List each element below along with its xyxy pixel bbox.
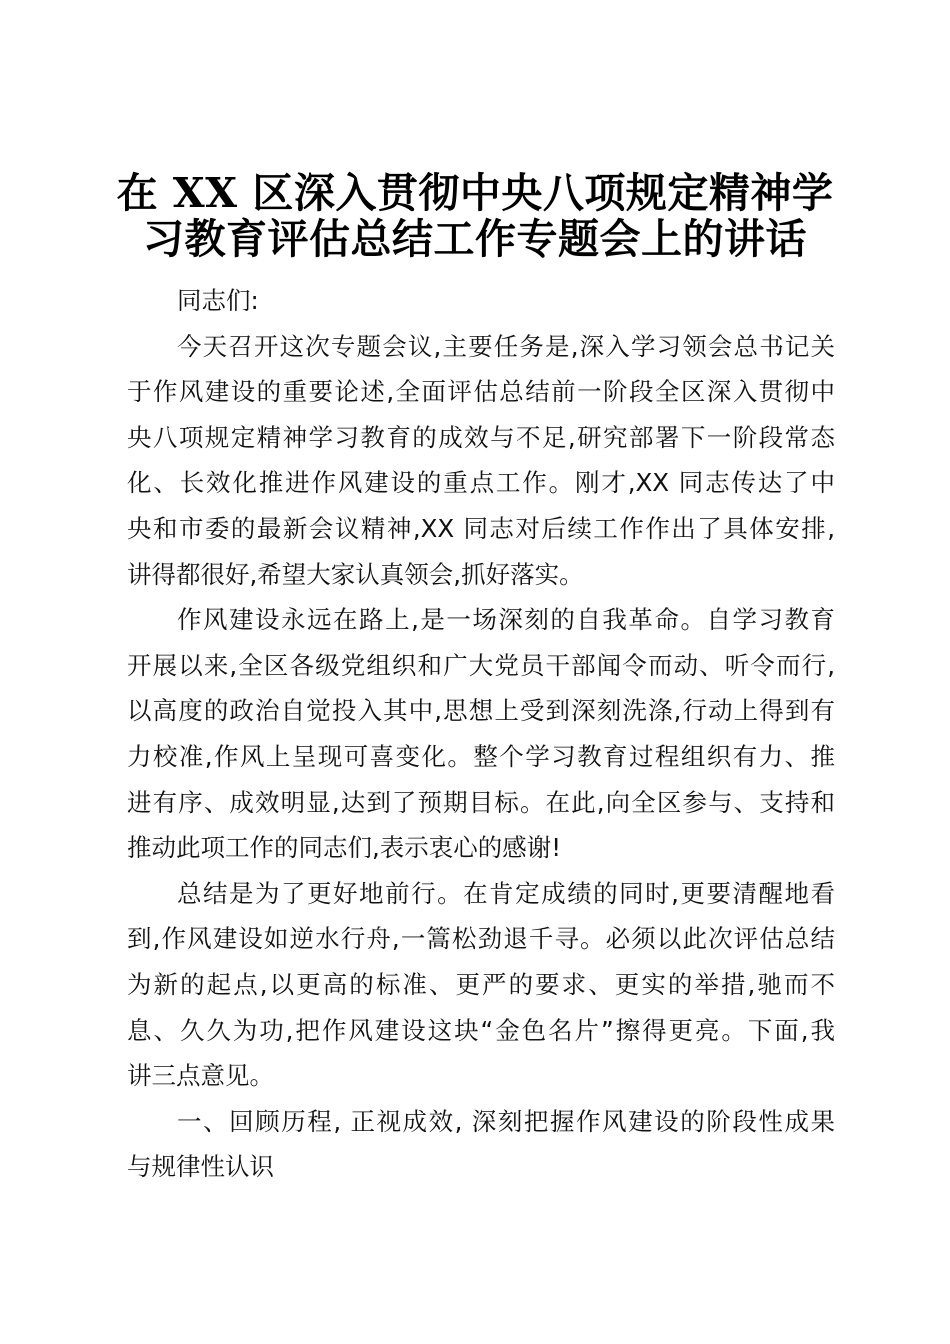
paragraph-line: 讲三点意见。: [127, 1061, 274, 1091]
paragraph-line: 总结是为了更好地前行。在肯定成绩的同时,更要清醒地看: [177, 878, 835, 908]
paragraph: [127, 597, 835, 871]
section-heading-line: 与规律性认识: [127, 1152, 274, 1182]
section-heading-line: 一、回顾历程, 正视成效, 深刻把握作风建设的阶段性成果: [177, 1106, 835, 1136]
paragraph-line: 为新的起点,以更高的标准、更严的要求、更实的举措,驰而不: [127, 969, 835, 999]
paragraph-line: 进有序、成效明显,达到了预期目标。在此,向全区参与、支持和: [127, 787, 835, 817]
paragraph-line: 今天召开这次专题会议,主要任务是,深入学习领会总书记关: [177, 331, 835, 361]
document-title: [100, 168, 850, 263]
paragraph: [127, 324, 835, 598]
paragraph-line: 以高度的政治自觉投入其中,思想上受到深刻洗涤,行动上得到有: [127, 696, 835, 726]
paragraph-line: 到,作风建设如逆水行舟,一篙松劲退千寻。必须以此次评估总结: [127, 924, 835, 954]
paragraph-line: 化、长效化推进作风建设的重点工作。刚才,XX 同志传达了中: [127, 468, 835, 498]
title-line: 在 XX 区深入贯彻中央八项规定精神学: [116, 169, 834, 217]
paragraph-line: 讲得都很好,希望大家认真领会,抓好落实。: [127, 559, 584, 589]
paragraph-line: 于作风建设的重要论述,全面评估总结前一阶段全区深入贯彻中: [127, 377, 835, 407]
paragraph: [127, 871, 835, 1099]
paragraph-line: 作风建设永远在路上,是一场深刻的自我革命。自学习教育: [177, 605, 835, 635]
paragraph-line: 开展以来,全区各级党组织和广大党员干部闻令而动、听令而行,: [127, 650, 835, 680]
paragraph-line: 央和市委的最新会议精神,XX 同志对后续工作作出了具体安排,: [127, 513, 835, 543]
title-line: 习教育评估总结工作专题会上的讲话: [143, 214, 807, 263]
paragraph-line: 力校准,作风上呈现可喜变化。整个学习教育过程组织有力、推: [127, 741, 835, 771]
paragraph-line: 推动此项工作的同志们,表示衷心的感谢!: [127, 833, 562, 863]
paragraph-line: 息、久久为功,把作风建设这块“金色名片”擦得更亮。下面,我: [127, 1015, 835, 1045]
section-heading: [127, 1099, 835, 1190]
greeting: 同志们:: [177, 286, 259, 315]
paragraph-line: 央八项规定精神学习教育的成效与不足,研究部署下一阶段常态: [127, 422, 835, 452]
document-body: [127, 278, 835, 1190]
